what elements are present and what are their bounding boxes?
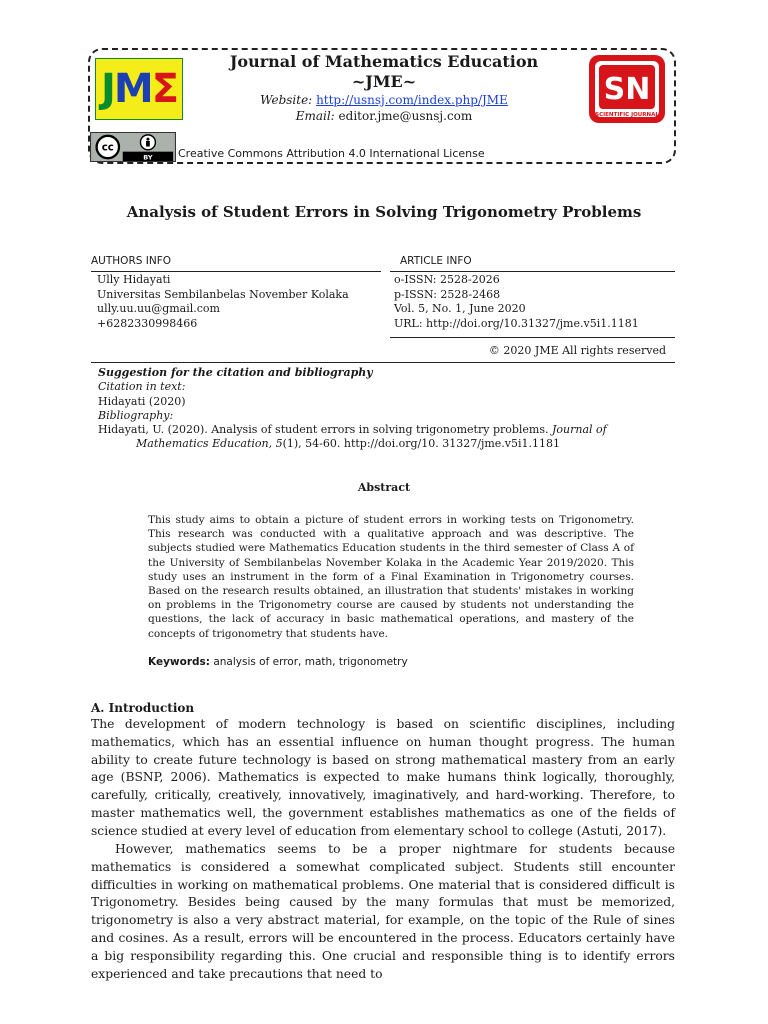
journal-email (200, 108, 568, 124)
journal-title: Journal of Mathematics Education (229, 52, 539, 71)
usn-logo (587, 53, 667, 125)
email-label: Email: (295, 109, 335, 123)
citation-in-text-label: Citation in text: (98, 380, 186, 394)
bibliography-text: Hidayati, U. (2020). Analysis of student errors in solving trigonometry problems. (98, 423, 553, 437)
jme-logo (95, 58, 183, 120)
abstract-body: This study aims to obtain a picture of student errors in working tests on Trigonometry. This research was conducted with a qualitative approach and was descriptive. The subjects studied were Mathematics Education students in the third semester of Class A of the University of Sembilanbelas November Kolaka in the Academic Year 2019/2020. This study uses an instrument in the form of a Final Examination in Trigonometry courses. Based on the research results obtained, an illustration that students' mistakes in working on problems in the Trigonometry course are caused by students not understanding the questions, the lack of accuracy in basic mathematical operations, and mastery of the concepts of trigonometry that students have. (148, 514, 634, 640)
online-issn: o-ISSN: 2528-2026 (394, 273, 500, 286)
website-label: Website: (260, 93, 313, 107)
paper-title: Analysis of Student Errors in Solving Trigonometry Problems (126, 203, 642, 221)
volume-issue: Vol. 5, No. 1, June 2020 (394, 302, 526, 315)
cc-icon: cc (101, 141, 114, 154)
citation-block (98, 366, 675, 452)
journal-abbreviation: ~JME~ (351, 72, 417, 91)
authors-info-block (97, 273, 349, 331)
doi-url[interactable]: URL: http://doi.org/10.31327/jme.v5i1.1181 (394, 316, 639, 330)
authors-info-heading: AUTHORS INFO (91, 255, 171, 267)
article-info-heading: ARTICLE INFO (400, 255, 472, 267)
article-rule (390, 271, 675, 272)
author-phone: +6282330998466 (97, 316, 198, 330)
email-address[interactable]: editor.jme@usnsj.com (338, 109, 473, 123)
keywords-line (148, 655, 634, 669)
abstract-heading: Abstract (357, 481, 411, 494)
logo-letter-m: M (113, 66, 152, 112)
usn-logo-ring-text: SCIENTIFIC JOURNAL (595, 112, 659, 118)
authors-rule (91, 271, 381, 272)
citation-top-rule (91, 362, 675, 363)
journal-website (200, 92, 568, 108)
logo-letter-sigma: Σ (151, 66, 178, 112)
keywords-label: Keywords: (148, 656, 210, 668)
author-email[interactable]: ully.uu.uu@gmail.com (97, 302, 220, 315)
article-info-block (394, 273, 639, 331)
introduction-heading: A. Introduction (91, 701, 195, 715)
bibliography-entry (98, 423, 675, 452)
keywords-list: analysis of error, math, trigonometry (209, 656, 408, 668)
citation-heading: Suggestion for the citation and bibliography (98, 366, 373, 379)
bibliography-journal-volume: Education, 5 (212, 437, 283, 451)
copyright-notice: © 2020 JME All rights reserved (488, 344, 666, 357)
introduction-paragraph-2: However, mathematics seems to be a proper nightmare for students because mathematics is considered a somewhat complicated subject. Students still encounter difficulties in working on mathematical problems. One material that is considered difficult is Trigonometry. Besides being caused by the many formulas that must be memorized, trigonometry is also a very abstract material, for example, on the topic of the Rule of sines and cosines. As a result, errors will be encountered in the process. Educators certainly have a big responsibility regarding this. One crucial and responsible thing is to identify errors experienced and take precautions that need to (91, 842, 675, 981)
bibliography-pages-doi[interactable]: (1), 54-60. http://doi.org/10. 31327/jme.v5i1.1181 (282, 437, 561, 451)
cc-by-label: BY (143, 153, 153, 162)
website-link[interactable]: http://usnsj.com/index.php/JME (316, 93, 508, 107)
creative-commons-by-badge (90, 132, 176, 162)
introduction-paragraph-1: The development of modern technology is based on scientific disciplines, including mathematics, which has an essential influence on human thought progress. The human ability to create future technology is based on strong mathematical mastery from an early age (BSNP, 2006). Mathematics is expected to make humans think logically, thoroughly, carefully, critically, creatively, innovatively, imaginatively, and hard-working. Therefore, to master mathematics well, the government establishes mathematics as one of the fields of science studied at every level of education from elementary school to college (Astuti, 2017). (91, 717, 675, 838)
article-rule-bottom (390, 337, 675, 338)
bibliography-label: Bibliography: (98, 408, 174, 422)
logo-letter-j: J (100, 66, 114, 112)
citation-in-text: Hidayati (2020) (98, 394, 186, 408)
license-text[interactable]: Creative Commons Attribution 4.0 International License (178, 147, 485, 160)
bibliography-journal: Journal of Mathematics (136, 423, 607, 451)
author-name: Ully Hidayati (97, 273, 171, 286)
author-affiliation: Universitas Sembilanbelas November Kolaka (97, 287, 349, 301)
print-issn: p-ISSN: 2528-2468 (394, 287, 501, 301)
usn-logo-text: SN (603, 72, 651, 107)
